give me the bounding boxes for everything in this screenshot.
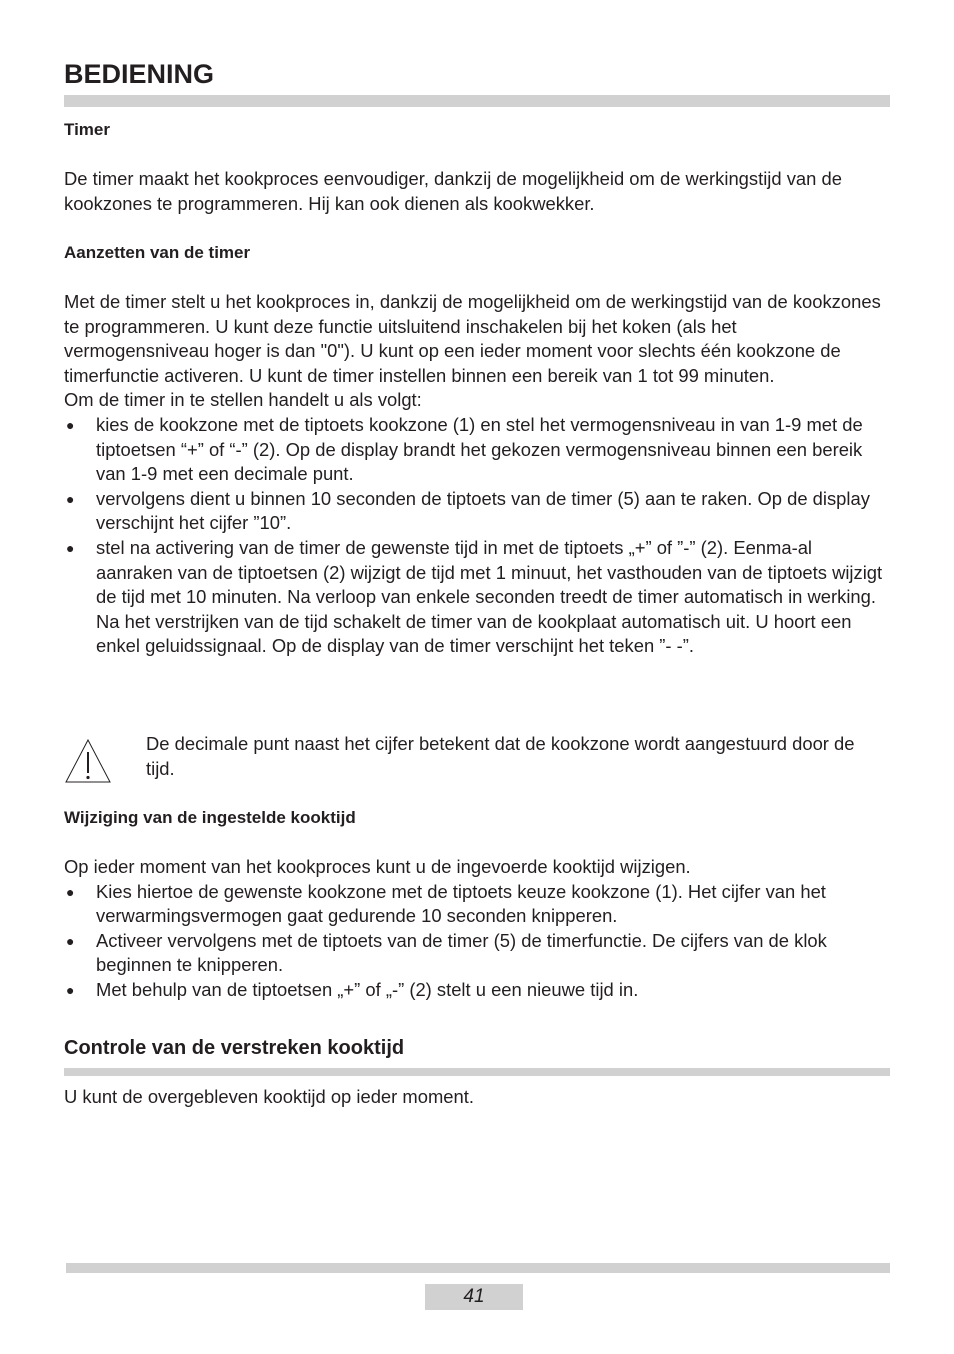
bullet-icon: ● (66, 490, 75, 507)
footer-divider (66, 1263, 890, 1273)
section-heading-controle: Controle van de verstreken kooktijd (64, 1037, 405, 1059)
list-item-extra: Na het verstrijken van de tijd schakelt de timer van de kookplaat automatisch uit. U hoort een enkel geluidssignaal. Op de display van de timer verschijnt het teken ”- -”. (96, 610, 852, 657)
wijziging-steps (64, 880, 890, 1003)
list-item-text: Kies hiertoe de gewenste kookzone met de tiptoets keuze kookzone (1). Het cijfer van het verwarmingsvermogen gaat gedurende 10 seconden knipperen. (96, 880, 826, 927)
section-heading-wijziging: Wijziging van de ingestelde kooktijd (64, 808, 356, 827)
controle-paragraph: U kunt de overgebleven kooktijd op ieder moment. (64, 1086, 474, 1107)
timer-intro: De timer maakt het kookproces eenvoudiger, dankzij de mogelijkheid om de werkingstijd van de kookzones te programmeren. Hij kan ook dienen als kookwekker. (64, 168, 842, 214)
list-item (64, 880, 890, 929)
list-item (64, 413, 890, 487)
warning-text: De decimale punt naast het cijfer betekent dat de kookzone wordt aangestuurd door de tijd. (146, 733, 855, 779)
aanzetten-steps (64, 413, 890, 659)
bullet-icon: ● (66, 883, 75, 900)
list-item-text: stel na activering van de timer de gewenste tijd in met de tiptoets „+” of ”-” (2). Eenma-al aanraken van de tiptoetsen (2) wijzigt de tijd met 1 minuut, het vasthouden van de tiptoets wijzigt de tijd met 10 minuten. Na verloop van enkele seconden treedt de timer automatisch in werking. (96, 536, 883, 608)
page-title: BEDIENING (64, 59, 215, 89)
title-divider (64, 95, 890, 107)
list-item (64, 536, 890, 659)
list-item-text: Activeer vervolgens met de tiptoets van de timer (5) de timerfunctie. De cijfers van de klok beginnen te knipperen. (96, 929, 827, 976)
bullet-icon: ● (66, 539, 75, 556)
warning-triangle-icon (64, 738, 112, 784)
wijziging-body (64, 855, 890, 1003)
aanzetten-paragraph: Met de timer stelt u het kookproces in, dankzij de mogelijkheid om de werkingstijd van de kookzones te programmeren. U kunt deze functie uitsluitend inschakelen bij het koken (als het vermogensniveau hoger is dan "0"). U kunt op een ieder moment voor slechts één kookzone de timerfunctie activeren. U kunt de timer instellen binnen een bereik van 1 tot 99 minuten. (64, 291, 881, 386)
controle-divider (64, 1068, 890, 1076)
aanzetten-body (64, 290, 890, 659)
list-item-text: kies de kookzone met de tiptoets kookzone (1) en stel het vermogensniveau in van 1-9 met de tiptoetsen “+” of “-” (2). Op de display brandt het gekozen vermogensniveau binnen een bereik van 1-9 met een decimale punt. (96, 413, 863, 485)
page-number: 41 (425, 1284, 523, 1310)
section-heading-timer: Timer (64, 120, 110, 139)
bullet-icon: ● (66, 981, 75, 998)
list-item (64, 487, 890, 536)
list-item (64, 929, 890, 978)
list-item (64, 978, 890, 1003)
bullet-icon: ● (66, 416, 75, 433)
list-item-text: vervolgens dient u binnen 10 seconden de tiptoets van de timer (5) aan te raken. Op de display verschijnt het cijfer ”10”. (96, 487, 870, 534)
list-item-text: Met behulp van de tiptoetsen „+” of „-” (2) stelt u een nieuwe tijd in. (96, 978, 639, 1000)
section-heading-aanzetten: Aanzetten van de timer (64, 243, 251, 262)
aanzetten-lead: Om de timer in te stellen handelt u als volgt: (64, 389, 422, 411)
bullet-icon: ● (66, 932, 75, 949)
wijziging-lead: Op ieder moment van het kookproces kunt u de ingevoerde kooktijd wijzigen. (64, 856, 691, 877)
